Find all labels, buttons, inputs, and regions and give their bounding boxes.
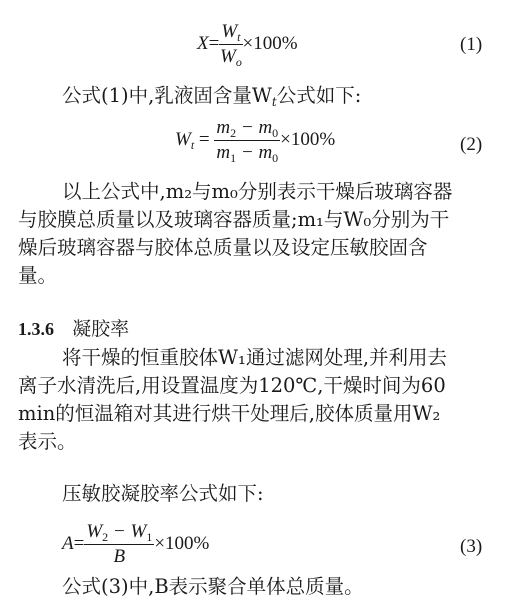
eq1-fraction <box>219 22 242 67</box>
para2-line-1: 以上公式中,m₂与m₀分别表示干燥后玻璃容器 <box>62 180 453 203</box>
eq3-equals: = <box>73 532 85 554</box>
equation-2 <box>175 118 335 163</box>
eq1-denominator: W <box>220 46 236 67</box>
equation-2-number: (2) <box>460 134 483 155</box>
eq2-times: ×100% <box>280 128 336 150</box>
eq2-num-sub1: 2 <box>230 126 237 140</box>
para3-line-1: 将干燥的恒重胶体W₁通过滤网处理,并利用去 <box>62 346 448 369</box>
eq3-num-sub2: 1 <box>146 530 153 544</box>
eq3-times: ×100% <box>154 532 210 554</box>
section-number: 1.3.6 <box>18 319 54 339</box>
para2-line-2: 与胶膜总质量以及玻璃容器质量;m₁与W₀分别为干 <box>18 208 450 231</box>
eq3-lhs: A <box>62 532 74 554</box>
eq3-num-mid: − W <box>108 521 147 542</box>
eq3-fraction <box>84 522 154 567</box>
para3-line-2: 离子水清洗后,用设置温度为120℃,干燥时间为60 <box>18 374 446 397</box>
eq2-num-sub2: 0 <box>272 126 279 140</box>
paragraph-1 <box>62 82 361 110</box>
eq2-equals: = <box>198 128 210 150</box>
eq3-denominator: B <box>113 546 126 567</box>
para1-end: 公式如下: <box>276 84 362 107</box>
eq1-num-sub: t <box>237 30 241 44</box>
paragraph-3 <box>18 344 447 456</box>
eq2-numerator: m <box>216 117 231 138</box>
equation-3-number: (3) <box>460 536 483 557</box>
para2-line-4: 量。 <box>18 264 58 287</box>
eq2-fraction <box>214 118 280 163</box>
paragraph-2 <box>18 178 452 290</box>
eq1-numerator: W <box>221 21 238 42</box>
eq1-lhs: X <box>197 32 209 54</box>
para3-line-3: min的恒温箱对其进行烘干处理后,胶体质量用W₂ <box>18 402 441 425</box>
eq2-denominator: m <box>216 142 231 163</box>
eq1-den-sub: o <box>235 55 242 69</box>
eq3-num-sub1: 2 <box>102 530 109 544</box>
eq3-numerator: W <box>86 521 103 542</box>
eq2-den-sub2: 0 <box>272 151 279 165</box>
eq2-den-sub1: 1 <box>230 151 237 165</box>
para1-text: 公式(1)中,乳液固含量W <box>62 84 272 107</box>
eq1-equals: = <box>208 32 220 54</box>
paragraph-4: 压敏胶凝胶率公式如下: <box>62 482 264 505</box>
equation-1-number: (1) <box>460 34 483 55</box>
paragraph-5: 公式(3)中,B表示聚合单体总质量。 <box>62 575 364 598</box>
para3-line-4: 表示。 <box>18 430 77 453</box>
equation-3 <box>62 522 209 567</box>
eq2-lhs-sub: t <box>190 137 195 152</box>
eq1-times: ×100% <box>242 32 298 54</box>
section-heading <box>18 314 129 341</box>
para2-line-3: 燥后玻璃容器与胶体总质量以及设定压敏胶固含 <box>18 236 428 259</box>
para1-sub: t <box>271 95 277 109</box>
eq2-num-mid: − m <box>236 117 273 138</box>
section-title: 凝胶率 <box>72 318 130 340</box>
eq2-lhs: W <box>175 128 191 150</box>
equation-1 <box>197 22 298 67</box>
eq2-den-mid: − m <box>236 142 273 163</box>
